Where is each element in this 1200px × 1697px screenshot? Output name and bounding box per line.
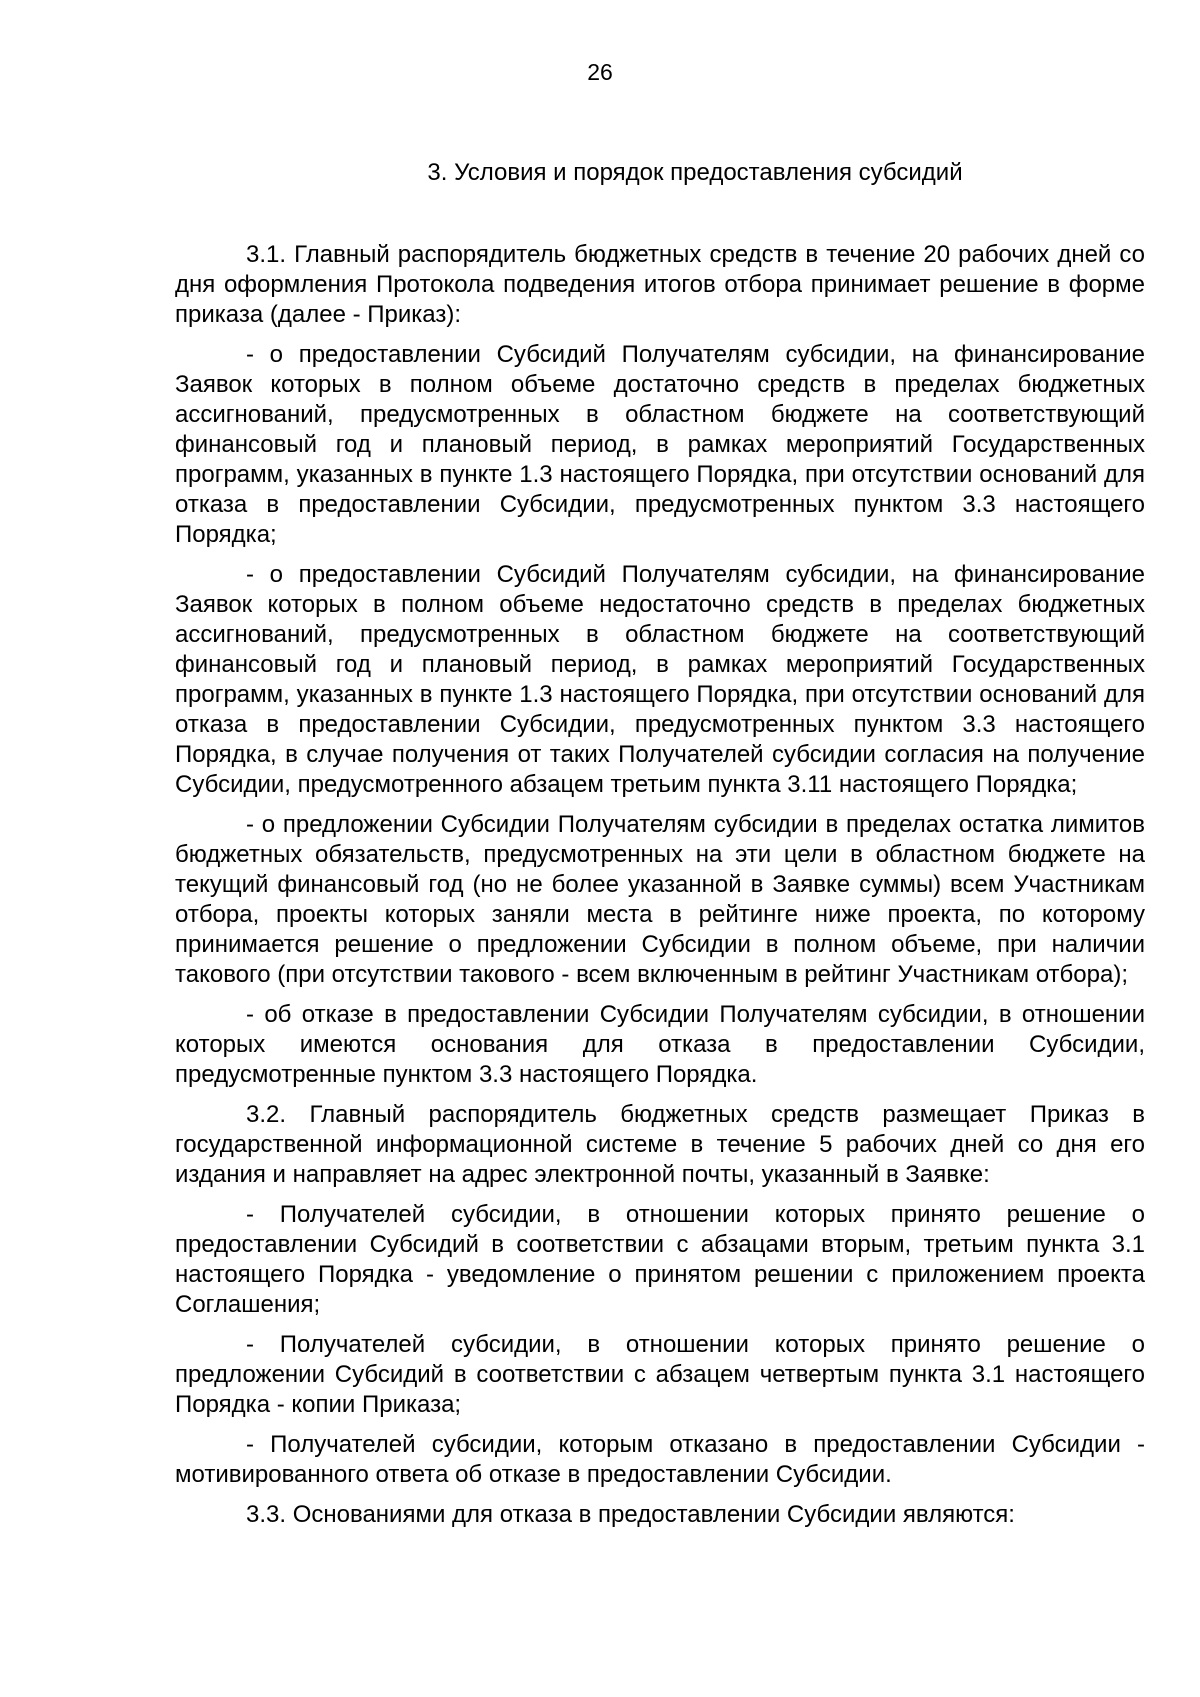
paragraph-list-item: - о предоставлении Субсидий Получателям субсидии, на финансирование Заявок которых в полном объеме недостаточно средств в пределах бюджетных ассигнований, предусмотренных в областном бюджете на соответствующий финансовый год и плановый период, в рамках мероприятий Государственных программ, указанных в пункте 1.3 настоящего Порядка, при отсутствии оснований для отказа в предоставлении Субсидии, предусмотренных пунктом 3.3 настоящего Порядка, в случае получения от таких Получателей субсидии согласия на получение Субсидии, предусмотренного абзацем третьим пункта 3.11 настоящего Порядка; xyxy=(175,561,1145,798)
paragraph-list-item: - об отказе в предоставлении Субсидии Получателям субсидии, в отношении которых имеются основания для отказа в предоставлении Субсидии, предусмотренные пунктом 3.3 настоящего Порядка. xyxy=(175,1001,1145,1088)
paragraph-list-item: - о предоставлении Субсидий Получателям субсидии, на финансирование Заявок которых в полном объеме достаточно средств в пределах бюджетных ассигнований, предусмотренных в областном бюджете на соответствующий финансовый год и плановый период, в рамках мероприятий Государственных программ, указанных в пункте 1.3 настоящего Порядка, при отсутствии оснований для отказа в предоставлении Субсидии, предусмотренных пунктом 3.3 настоящего Порядка; xyxy=(175,341,1145,548)
paragraph-list-item: - Получателей субсидии, в отношении которых принято решение о предложении Субсидий в соответствии с абзацем четвертым пункта 3.1 настоящего Порядка - копии Приказа; xyxy=(175,1331,1145,1418)
paragraph-list-item: - Получателей субсидии, которым отказано в предоставлении Субсидии - мотивированного ответа об отказе в предоставлении Субсидии. xyxy=(175,1431,1145,1488)
paragraph-3-2: 3.2. Главный распорядитель бюджетных средств размещает Приказ в государственной информационной системе в течение 5 рабочих дней со дня его издания и направляет на адрес электронной почты, указанный в Заявке: xyxy=(175,1101,1145,1188)
paragraph-list-item: - о предложении Субсидии Получателям субсидии в пределах остатка лимитов бюджетных обязательств, предусмотренных на эти цели в областном бюджете на текущий финансовый год (но не более указанной в Заявке суммы) всем Участникам отбора, проекты которых заняли места в рейтинге ниже проекта, по которому принимается решение о предложении Субсидии в полном объеме, при наличии такового (при отсутствии такового - всем включенным в рейтинг Участникам отбора); xyxy=(175,811,1145,988)
paragraph-list-item: - Получателей субсидии, в отношении которых принято решение о предоставлении Субсидий в соответствии с абзацами вторым, третьим пункта 3.1 настоящего Порядка - уведомление о принятом решении с приложением проекта Соглашения; xyxy=(175,1201,1145,1318)
body-text xyxy=(175,240,1145,1540)
paragraph-3-3: 3.3. Основаниями для отказа в предоставлении Субсидии являются: xyxy=(246,1501,1015,1528)
paragraph-3-1: 3.1. Главный распорядитель бюджетных средств в течение 20 рабочих дней со дня оформления Протокола подведения итогов отбора принимает решение в форме приказа (далее - Приказ): xyxy=(175,241,1145,328)
section-title: 3. Условия и порядок предоставления субсидий xyxy=(427,159,963,186)
page-number: 26 xyxy=(587,59,613,85)
